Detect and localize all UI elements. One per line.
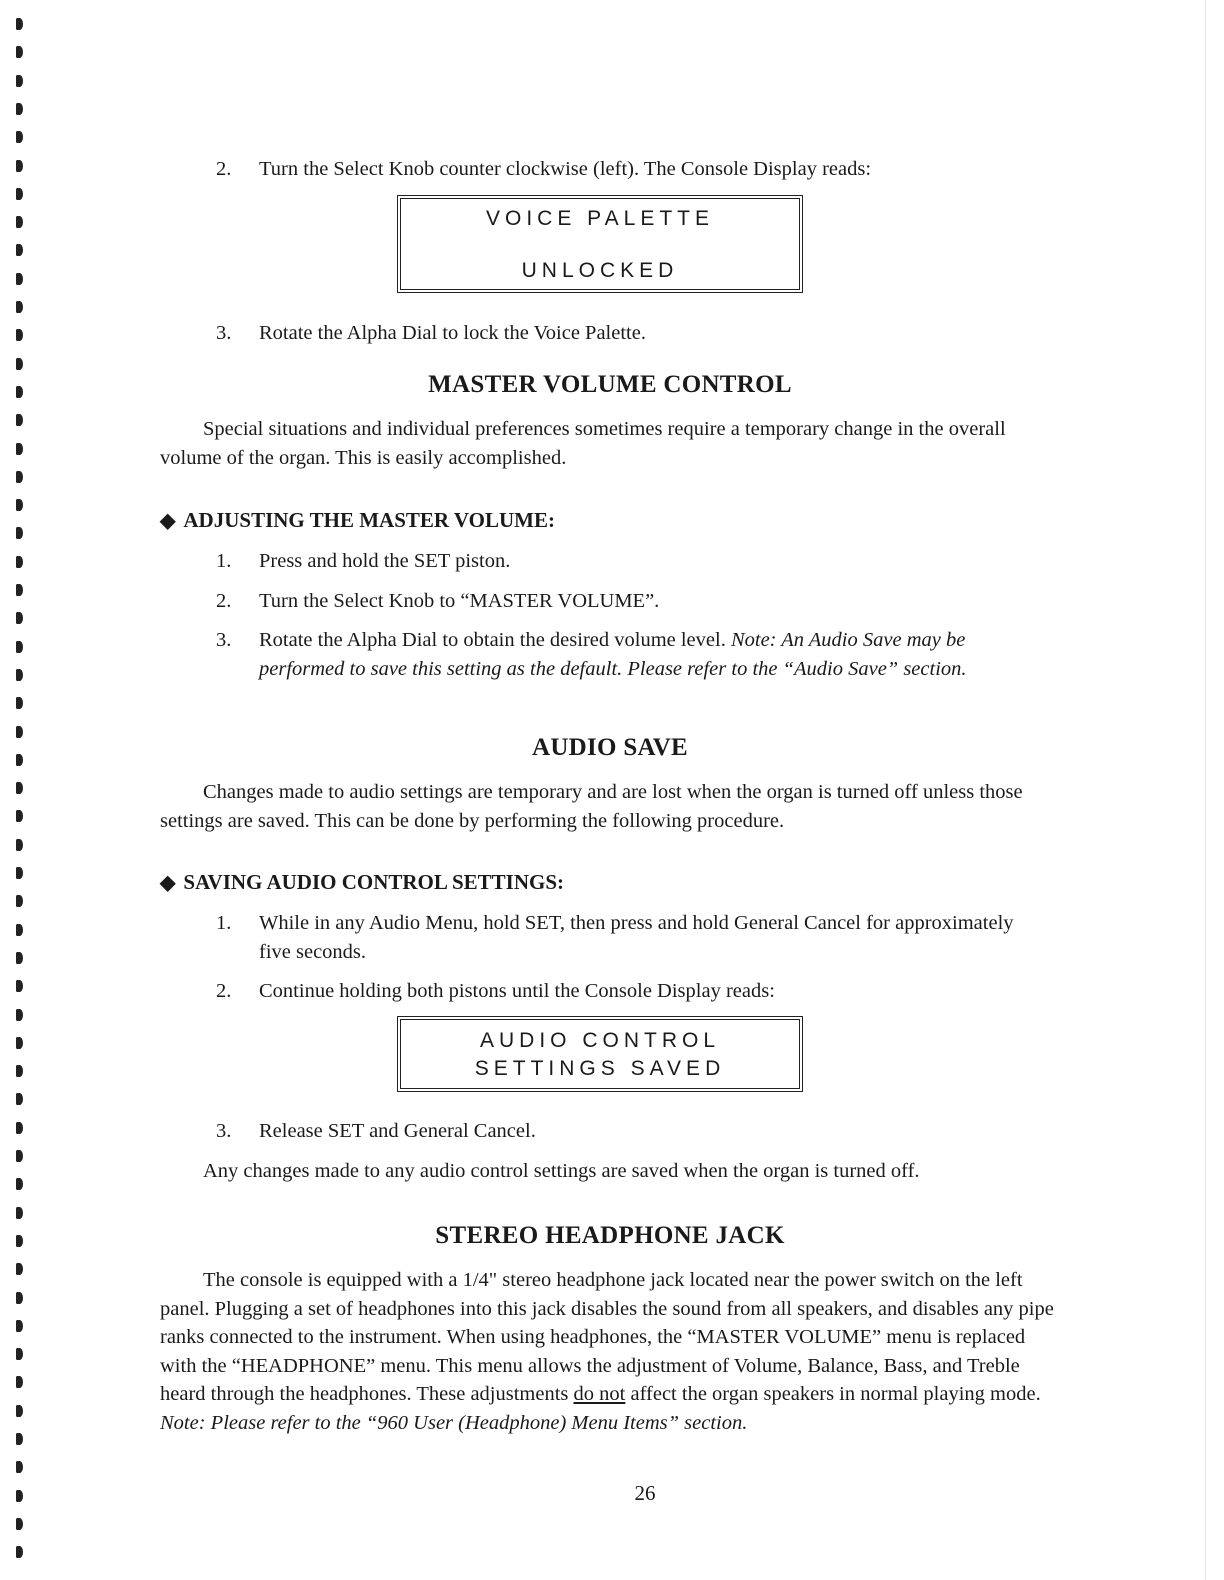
binder-hole-mark <box>16 782 23 794</box>
binder-hole-mark <box>16 46 23 58</box>
subheading-text: ADJUSTING THE MASTER VOLUME: <box>183 508 556 532</box>
binder-hole-mark <box>16 273 23 285</box>
binder-hole-mark <box>16 669 23 681</box>
step-text: Turn the Select Knob to “MASTER VOLUME”. <box>259 590 660 612</box>
step-note: Note: An Audio Save may be performed to save this setting as the default. Please refer to the “Audio Save” section. <box>259 629 967 680</box>
binder-hole-mark <box>16 386 23 398</box>
binder-hole-mark <box>16 499 23 511</box>
binder-hole-mark <box>16 18 23 30</box>
diamond-bullet-icon: ◆ <box>160 872 176 894</box>
binder-hole-mark <box>16 414 23 426</box>
binder-hole-mark <box>16 216 23 228</box>
binder-hole-mark <box>16 924 23 936</box>
binder-hole-mark <box>16 1546 23 1558</box>
binder-hole-mark <box>16 810 23 822</box>
headphone-text-a: The console is equipped with a 1/4" stereo headphone jack located near the power switch on the left panel. Plugging a set of headphones into this jack disables the sound from all speakers, and disables any pipe ranks connected to the instrument. When using headphones, the “MASTER VOLUME” menu is replaced with the “HEADPHONE” menu. This menu allows the adjustment of Volume, Balance, Bass, and Treble heard through the headphones. These adjustments <box>160 1269 1054 1405</box>
binder-hole-mark <box>16 697 23 709</box>
page-edge <box>1205 0 1206 1580</box>
binder-hole-mark <box>16 1207 23 1219</box>
subheading-text: SAVING AUDIO CONTROL SETTINGS: <box>183 870 565 894</box>
binder-hole-mark <box>16 952 23 964</box>
console-display-voice-palette <box>397 195 803 293</box>
binder-hole-mark <box>16 1093 23 1105</box>
headphone-note: Note: Please refer to the “960 User (Headphone) Menu Items” section. <box>160 1411 748 1434</box>
heading-stereo-headphone-jack: STEREO HEADPHONE JACK <box>435 1222 785 1249</box>
binder-hole-mark <box>16 1433 23 1445</box>
heading-master-volume: MASTER VOLUME CONTROL <box>428 371 792 398</box>
display-line-1: VOICE PALETTE <box>486 207 714 230</box>
binder-hole-mark <box>16 612 23 624</box>
binder-hole-mark <box>16 301 23 313</box>
binder-hole-mark <box>16 1122 23 1134</box>
subheading-adjusting-master-volume <box>160 508 555 533</box>
step-text: Rotate the Alpha Dial to lock the Voice Palette. <box>259 322 646 344</box>
step-number: 2. <box>216 158 232 180</box>
binder-hole-mark <box>16 980 23 992</box>
step-number: 3. <box>216 1120 232 1142</box>
step-number: 1. <box>216 550 232 572</box>
console-display-audio-saved <box>397 1016 803 1092</box>
binder-hole-mark <box>16 1065 23 1077</box>
step-text: Continue holding both pistons until the Console Display reads: <box>259 980 775 1002</box>
page-number: 26 <box>634 1481 656 1505</box>
step-text: Release SET and General Cancel. <box>259 1120 536 1142</box>
paragraph-audio-save-intro: Changes made to audio settings are temporary and are lost when the organ is turned off unless those settings are saved. This can be done by performing the following procedure. <box>160 781 1023 832</box>
binder-hole-mark <box>16 1009 23 1021</box>
binder-hole-mark <box>16 244 23 256</box>
binder-hole-mark <box>16 1292 23 1304</box>
step-number: 3. <box>216 629 232 651</box>
diamond-bullet-icon: ◆ <box>160 510 176 532</box>
binder-hole-mark <box>16 556 23 568</box>
binder-hole-mark <box>16 1037 23 1049</box>
subheading-saving-audio-settings <box>160 870 564 895</box>
binder-hole-mark <box>16 641 23 653</box>
heading-audio-save: AUDIO SAVE <box>531 734 689 761</box>
binder-hole-mark <box>16 131 23 143</box>
binder-hole-mark <box>16 188 23 200</box>
step-number: 3. <box>216 322 232 344</box>
paragraph-master-volume-intro: Special situations and individual preferences sometimes require a temporary change in the overall volume of the organ. This is easily accomplished. <box>160 418 1006 469</box>
binder-hole-mark <box>16 1490 23 1502</box>
binder-hole-mark <box>16 1150 23 1162</box>
paragraph-audio-save-closing: Any changes made to any audio control settings are saved when the organ is turned off. <box>203 1160 920 1182</box>
binder-hole-mark <box>16 584 23 596</box>
binder-hole-mark <box>16 160 23 172</box>
binder-hole-mark <box>16 527 23 539</box>
binder-hole-mark <box>16 103 23 115</box>
step-number: 2. <box>216 980 232 1002</box>
binder-hole-mark <box>16 1461 23 1473</box>
binder-hole-mark <box>16 1320 23 1332</box>
step-number: 2. <box>216 590 232 612</box>
step-text: While in any Audio Menu, hold SET, then press and hold General Cancel for approximately five seconds. <box>259 912 1014 963</box>
step-text-main: Rotate the Alpha Dial to obtain the desired volume level. <box>259 629 726 651</box>
binder-hole-mark <box>16 443 23 455</box>
headphone-text-b: affect the organ speakers in normal playing mode. <box>625 1383 1041 1405</box>
display-line-2: SETTINGS SAVED <box>474 1057 726 1080</box>
binder-hole-mark <box>16 839 23 851</box>
binder-hole-mark <box>16 1518 23 1530</box>
binder-hole-mark <box>16 867 23 879</box>
display-line-1: AUDIO CONTROL <box>479 1029 720 1052</box>
step-text <box>259 626 1029 683</box>
binder-hole-mark <box>16 358 23 370</box>
binder-hole-mark <box>16 1178 23 1190</box>
binder-hole-mark <box>16 895 23 907</box>
headphone-underlined: do not <box>573 1383 626 1405</box>
step-number: 1. <box>216 912 232 934</box>
binder-hole-mark <box>16 329 23 341</box>
display-line-2: UNLOCKED <box>521 259 679 282</box>
binder-hole-mark <box>16 1235 23 1247</box>
binder-hole-mark <box>16 1376 23 1388</box>
paragraph-headphone <box>160 1266 1055 1437</box>
binder-hole-mark <box>16 1263 23 1275</box>
binder-hole-mark <box>16 471 23 483</box>
step-text: Turn the Select Knob counter clockwise (left). The Console Display reads: <box>259 158 872 180</box>
binder-hole-mark <box>16 1348 23 1360</box>
step-text: Press and hold the SET piston. <box>259 550 511 572</box>
binder-hole-mark <box>16 726 23 738</box>
binder-hole-mark <box>16 754 23 766</box>
binder-hole-mark <box>16 75 23 87</box>
binder-hole-mark <box>16 1405 23 1417</box>
